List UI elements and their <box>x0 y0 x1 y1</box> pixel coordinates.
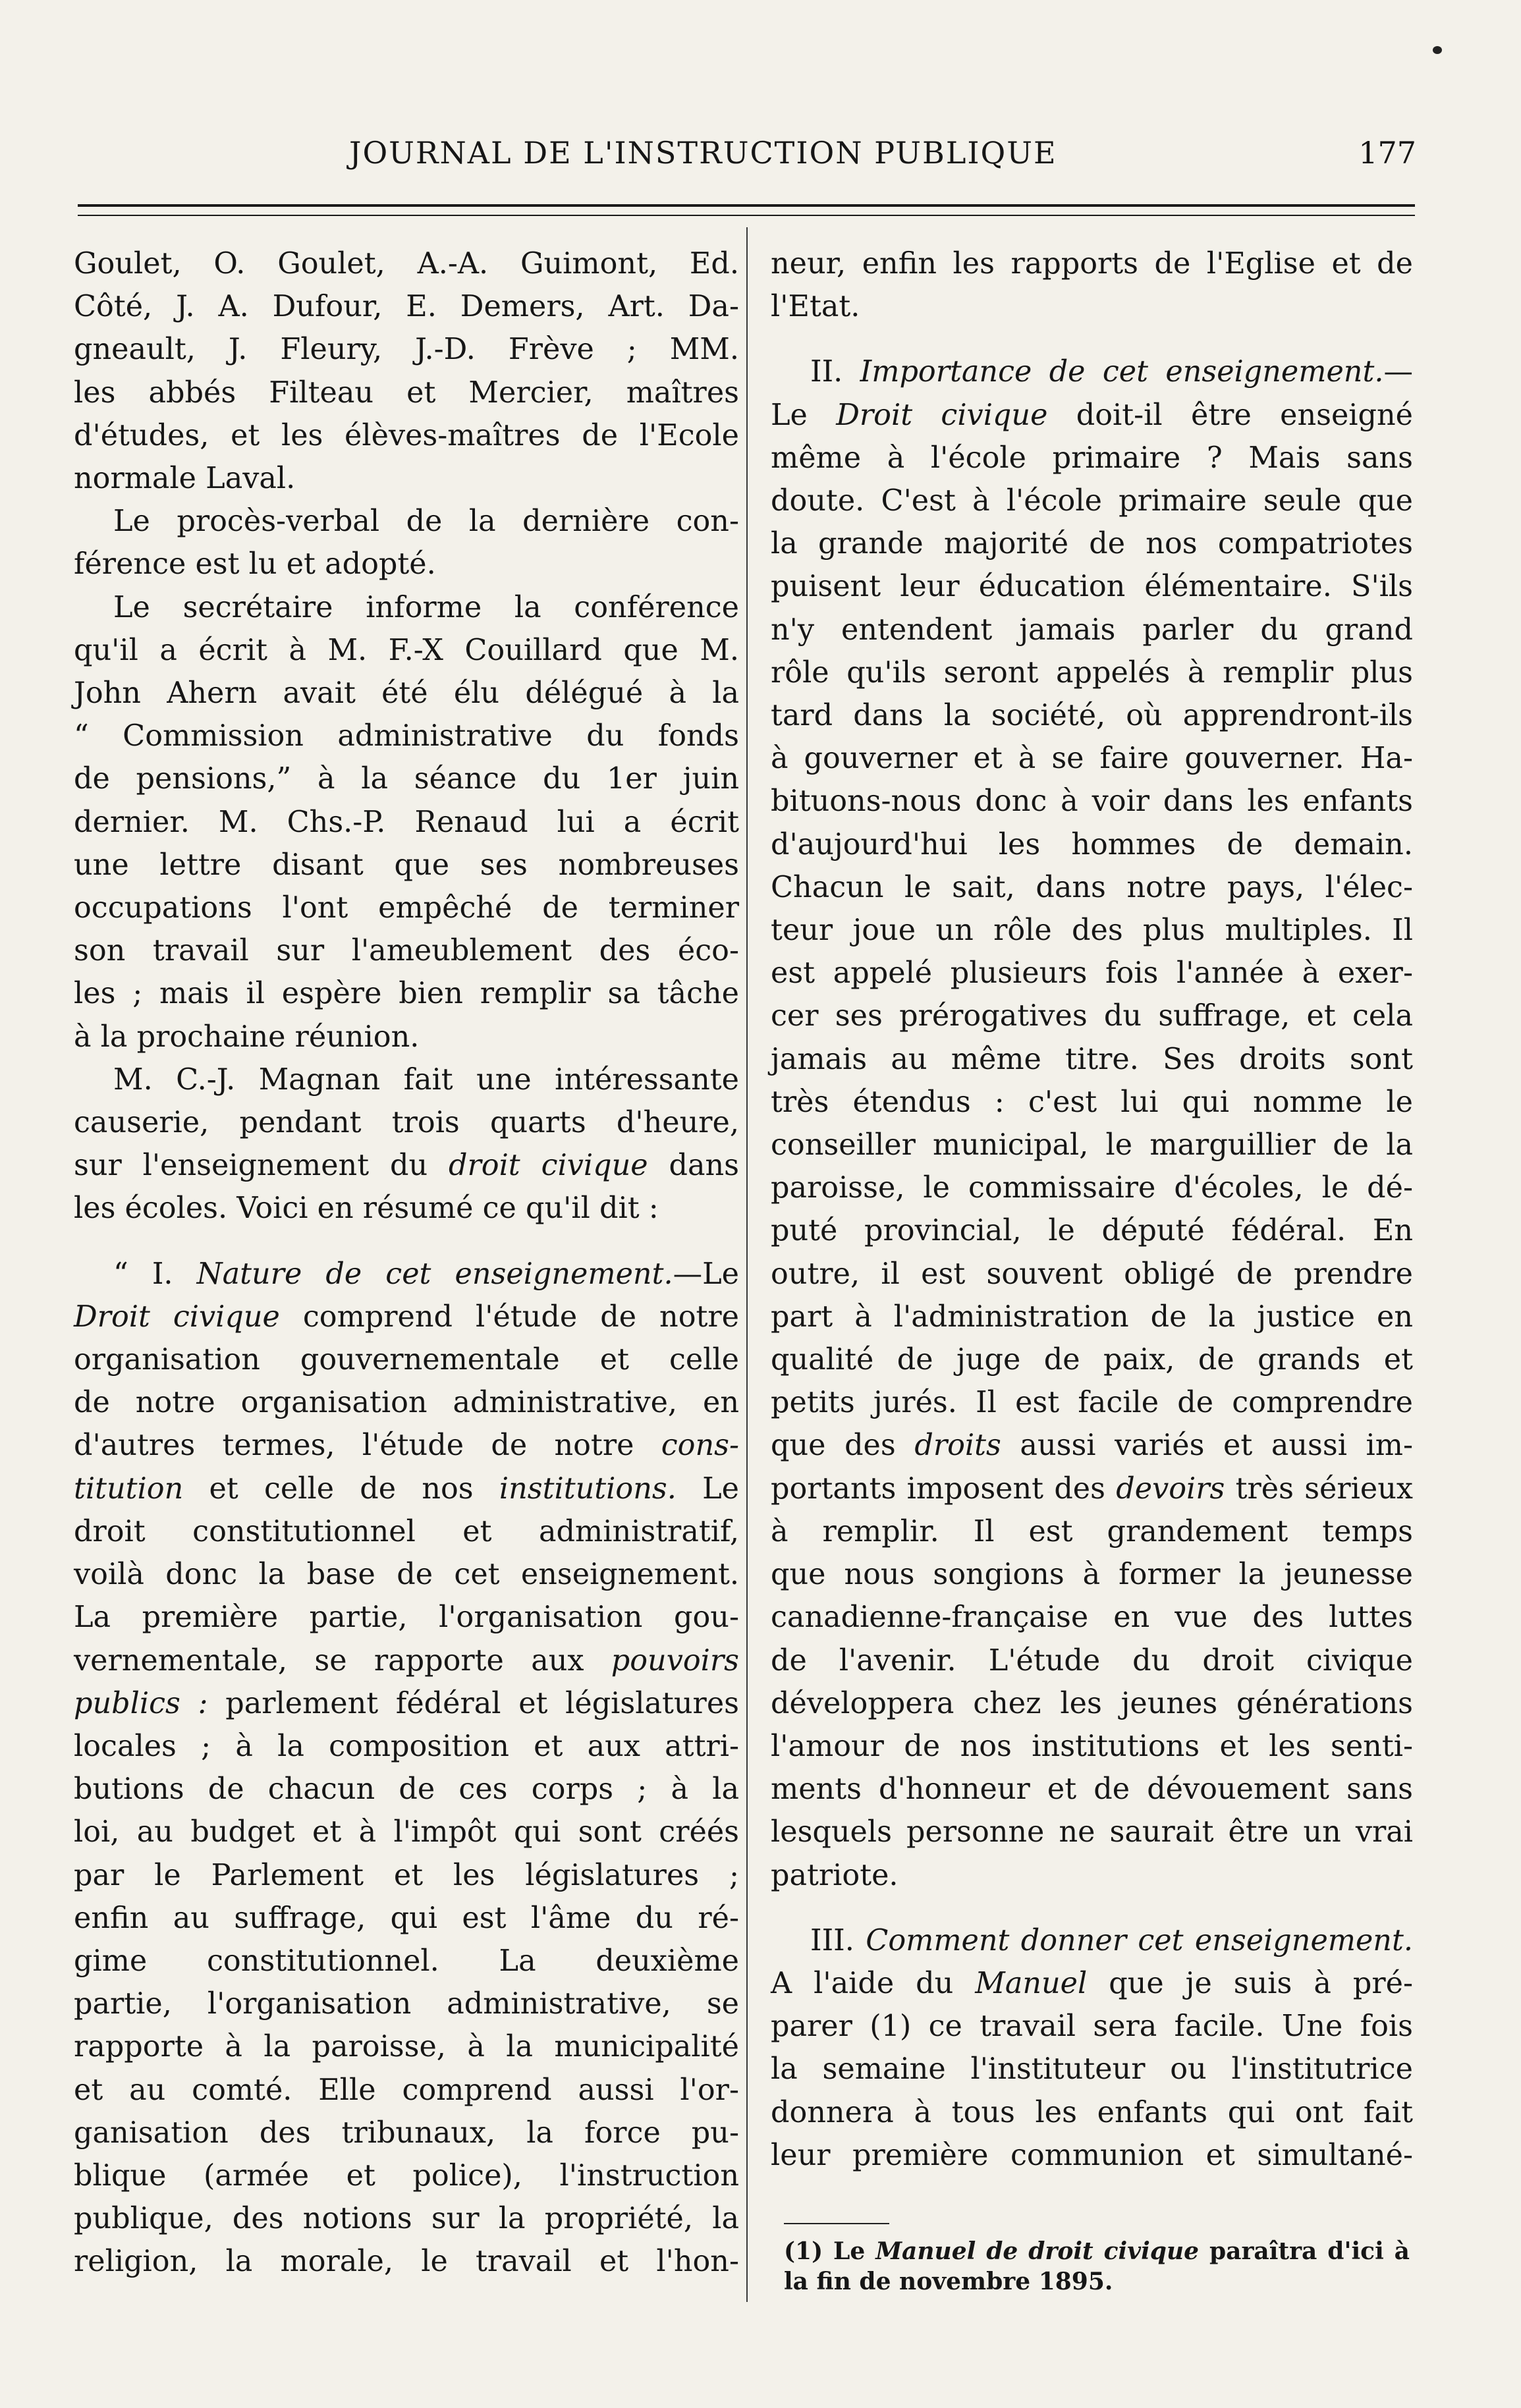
text-line: l'amour de nos institutions et les senti- <box>771 1729 1413 1763</box>
italic-run: Droit civique <box>836 398 1048 432</box>
text-line: loi, au budget et à l'impôt qui sont créés <box>74 1815 739 1849</box>
text-run: doit-il être enseigné <box>1047 398 1413 432</box>
text-line: d'aujourd'hui les hommes de demain. <box>771 827 1413 862</box>
text-run: et celle de nos <box>183 1471 499 1506</box>
text-line <box>74 1424 739 1467</box>
text-line: La première partie, l'organisation gou- <box>74 1601 739 1635</box>
text-line: à gouverner et à se faire gouverner. Ha- <box>771 742 1413 776</box>
section-heading: Importance de cet enseignement. <box>860 355 1384 389</box>
text-run: que je suis à pré- <box>1087 1966 1413 2000</box>
text-line: partie, l'organisation administrative, se <box>74 1987 739 2021</box>
text-line: patriote. <box>771 1858 899 1892</box>
left-column <box>74 242 739 2284</box>
page-header <box>72 135 1416 181</box>
text-line: M. C.-J. Magnan fait une intéressante <box>113 1062 739 1097</box>
text-run: que des <box>771 1429 915 1463</box>
text-line: que nous songions à former la jeunesse <box>771 1558 1413 1592</box>
text-line: voilà donc la base de cet enseignement. <box>74 1558 739 1592</box>
text-line: rôle qu'ils seront appelés à remplir plus <box>771 655 1413 690</box>
text-line: les abbés Filteau et Mercier, maîtres <box>74 375 739 410</box>
text-line: Côté, J. A. Dufour, E. Demers, Art. Da- <box>74 290 739 324</box>
text-line: lesquels personne ne saurait être un vrai <box>771 1815 1413 1849</box>
text-line: Goulet, O. Goulet, A.-A. Guimont, Ed. <box>74 247 739 281</box>
secretary-paragraph <box>74 586 739 1058</box>
text-line: de pensions,” à la séance du 1er juin <box>74 762 739 796</box>
section-heading: Comment donner cet enseignement. <box>866 1923 1413 1957</box>
column-divider <box>746 227 748 2302</box>
text-line: une lettre disant que ses nombreuses <box>74 848 739 882</box>
text-line <box>74 1639 739 1682</box>
italic-run: pouvoirs <box>611 1643 739 1678</box>
paragraph-gap <box>74 1230 739 1253</box>
text-line: férence est lu et adopté. <box>74 547 436 582</box>
text-line <box>771 1424 1413 1467</box>
text-line: teur joue un rôle des plus multiples. Il <box>771 914 1413 948</box>
text-run: vernementale, se rapporte aux <box>74 1643 611 1678</box>
footnote-rule <box>784 2223 889 2224</box>
text-line: donnera à tous les enfants qui ont fait <box>771 2095 1413 2129</box>
footnote <box>784 2236 1410 2297</box>
text-line: développera chez les jeunes générations <box>771 1686 1413 1720</box>
text-line: à remplir. Il est grandement temps <box>771 1514 1413 1548</box>
right-column <box>771 242 1413 2177</box>
text-run: dans <box>648 1149 739 1183</box>
text-line <box>771 1919 1413 1962</box>
text-run: sur l'enseignement du <box>74 1149 449 1183</box>
italic-run: Manuel <box>975 1966 1088 2000</box>
italic-run: titution <box>74 1471 184 1506</box>
header-rule-thin <box>78 215 1415 216</box>
text-run: —Le <box>673 1257 739 1291</box>
text-line: parer (1) ce travail sera facile. Une fois <box>771 2010 1413 2044</box>
section-heading: Nature de cet enseignement. <box>196 1257 673 1291</box>
text-line: organisation gouvernementale et celle <box>74 1343 739 1377</box>
text-line: cer ses prérogatives du suffrage, et cela <box>771 999 1413 1033</box>
text-line: enfin au suffrage, qui est l'âme du ré- <box>74 1901 739 1935</box>
text-run: A l'aide du <box>771 1966 976 2000</box>
text-line <box>771 394 1413 437</box>
text-run: très sérieux <box>1225 1471 1413 1506</box>
text-line: puisent leur éducation élémentaire. S'ils <box>771 570 1413 604</box>
paragraph-gap <box>771 328 1413 350</box>
text-line: locales ; à la composition et aux attri- <box>74 1729 739 1763</box>
section-two-paragraph <box>771 350 1413 1896</box>
text-run: (1) Le <box>784 2237 876 2265</box>
text-run: paraîtra d'ici à <box>1199 2237 1410 2265</box>
text-line: gime constitutionnel. La deuxième <box>74 1944 739 1978</box>
italic-run: Droit civique <box>74 1300 280 1334</box>
section-one-paragraph <box>74 1253 739 2284</box>
ink-speck <box>1433 46 1442 54</box>
text-line: causerie, pendant trois quarts d'heure, <box>74 1106 739 1140</box>
continuation-paragraph <box>771 242 1413 328</box>
text-line: gneault, J. Fleury, J.-D. Frève ; MM. <box>74 333 739 367</box>
text-line: jamais au même titre. Ses droits sont <box>771 1042 1413 1076</box>
text-line: canadienne-française en vue des luttes <box>771 1601 1413 1635</box>
text-run: parlement fédéral et législatures <box>207 1686 739 1720</box>
italic-run: droit civique <box>449 1149 648 1183</box>
italic-run: institutions. <box>499 1471 677 1506</box>
text-line: très étendus : c'est lui qui nomme le <box>771 1085 1413 1119</box>
text-line: ments d'honneur et de dévouement sans <box>771 1772 1413 1807</box>
text-line <box>771 350 1413 393</box>
header-rule-thick <box>78 204 1415 207</box>
text-line: religion, la morale, le travail et l'hon- <box>74 2245 739 2279</box>
text-line: butions de chacun de ces corps ; à la <box>74 1772 739 1807</box>
text-line <box>771 1467 1413 1510</box>
text-line: et au comté. Elle comprend aussi l'or- <box>74 2073 739 2107</box>
text-run: d'autres termes, l'étude de notre <box>74 1429 661 1463</box>
text-line: qualité de juge de paix, de grands et <box>771 1343 1413 1377</box>
text-run: II. <box>810 355 860 389</box>
text-line: Le procès-verbal de la dernière con- <box>113 505 739 539</box>
page-number: 177 <box>1358 135 1416 171</box>
text-run: III. <box>810 1923 866 1957</box>
text-line: la grande majorité de nos compatriotes <box>771 527 1413 561</box>
text-line <box>74 1682 739 1725</box>
text-line: doute. C'est à l'école primaire seule que <box>771 484 1413 518</box>
paragraph-gap <box>771 1897 1413 1919</box>
text-line <box>74 1296 739 1338</box>
text-line <box>771 1962 1413 2005</box>
text-line <box>74 1144 739 1187</box>
italic-run: droits <box>914 1429 1001 1463</box>
text-line: outre, il est souvent obligé de prendre <box>771 1257 1413 1291</box>
text-line <box>74 1253 739 1296</box>
text-line: qu'il a écrit à M. F.-X Couillard que M. <box>74 633 739 667</box>
text-run: Le <box>771 398 837 432</box>
text-line <box>74 1467 739 1510</box>
text-line: petits jurés. Il est facile de comprendre <box>771 1386 1413 1420</box>
text-line: “ Commission administrative du fonds <box>74 719 739 753</box>
text-line: blique (armée et police), l'instruction <box>74 2158 739 2193</box>
text-line: tard dans la société, où apprendront-ils <box>771 699 1413 733</box>
text-line: ganisation des tribunaux, la force pu- <box>74 2116 739 2150</box>
text-line: rapporte à la paroisse, à la municipalité <box>74 2030 739 2064</box>
text-line: bituons-nous donc à voir dans les enfants <box>771 784 1413 819</box>
text-line: droit constitutionnel et administratif, <box>74 1514 739 1548</box>
italic-run: devoirs <box>1116 1471 1225 1506</box>
italic-run: publics : <box>74 1686 208 1720</box>
text-line: John Ahern avait été élu délégué à la <box>74 676 739 711</box>
text-line: paroisse, le commissaire d'écoles, le dé- <box>771 1171 1413 1205</box>
text-line: de l'avenir. L'étude du droit civique <box>771 1643 1413 1678</box>
attendance-paragraph <box>74 242 739 500</box>
text-line: à la prochaine réunion. <box>74 1020 420 1054</box>
text-line: est appelé plusieurs fois l'année à exer- <box>771 956 1413 991</box>
text-line: son travail sur l'ameublement des éco- <box>74 934 739 968</box>
text-line: Chacun le sait, dans notre pays, l'élec- <box>771 870 1413 904</box>
text-line: dernier. M. Chs.-P. Renaud lui a écrit <box>74 805 739 839</box>
text-run: “ I. <box>113 1257 197 1291</box>
section-three-paragraph <box>771 1919 1413 2177</box>
italic-run: Manuel de droit civique <box>875 2237 1200 2265</box>
text-line: publique, des notions sur la propriété, la <box>74 2202 739 2236</box>
text-line: occupations l'ont empêché de terminer <box>74 891 739 925</box>
footnote-line: la fin de novembre 1895. <box>784 2268 1113 2295</box>
text-line: les ; mais il espère bien remplir sa tâche <box>74 977 739 1011</box>
text-line: part à l'administration de la justice en <box>771 1300 1413 1334</box>
text-line: Le secrétaire informe la conférence <box>113 590 739 624</box>
text-line: de notre organisation administrative, en <box>74 1386 739 1420</box>
text-line: n'y entendent jamais parler du grand <box>771 613 1413 647</box>
italic-run: cons- <box>661 1429 739 1463</box>
minutes-paragraph <box>74 500 739 586</box>
footnote-line <box>784 2236 1410 2266</box>
text-run: comprend l'étude de notre <box>279 1300 739 1334</box>
text-line: par le Parlement et les législatures ; <box>74 1858 739 1892</box>
text-line: d'études, et les élèves-maîtres de l'Ecole <box>74 418 739 452</box>
running-title: JOURNAL DE L'INSTRUCTION PUBLIQUE <box>349 135 1057 171</box>
magnan-paragraph <box>74 1058 739 1230</box>
text-line: les écoles. Voici en résumé ce qu'il dit : <box>74 1191 659 1226</box>
text-line: conseiller municipal, le marguillier de la <box>771 1128 1413 1163</box>
text-run: portants imposent des <box>771 1471 1117 1506</box>
text-run: — <box>1383 355 1413 389</box>
text-line: l'Etat. <box>771 290 860 324</box>
text-line: neur, enfin les rapports de l'Eglise et de <box>771 247 1413 281</box>
text-line: même à l'école primaire ? Mais sans <box>771 441 1413 475</box>
text-line: la semaine l'instituteur ou l'institutrice <box>771 2052 1413 2087</box>
text-line: puté provincial, le député fédéral. En <box>771 1214 1413 1248</box>
text-run: Le <box>676 1471 739 1506</box>
text-line: leur première communion et simultané- <box>771 2138 1413 2172</box>
text-run: aussi variés et aussi im- <box>1001 1429 1414 1463</box>
text-line: normale Laval. <box>74 462 296 496</box>
